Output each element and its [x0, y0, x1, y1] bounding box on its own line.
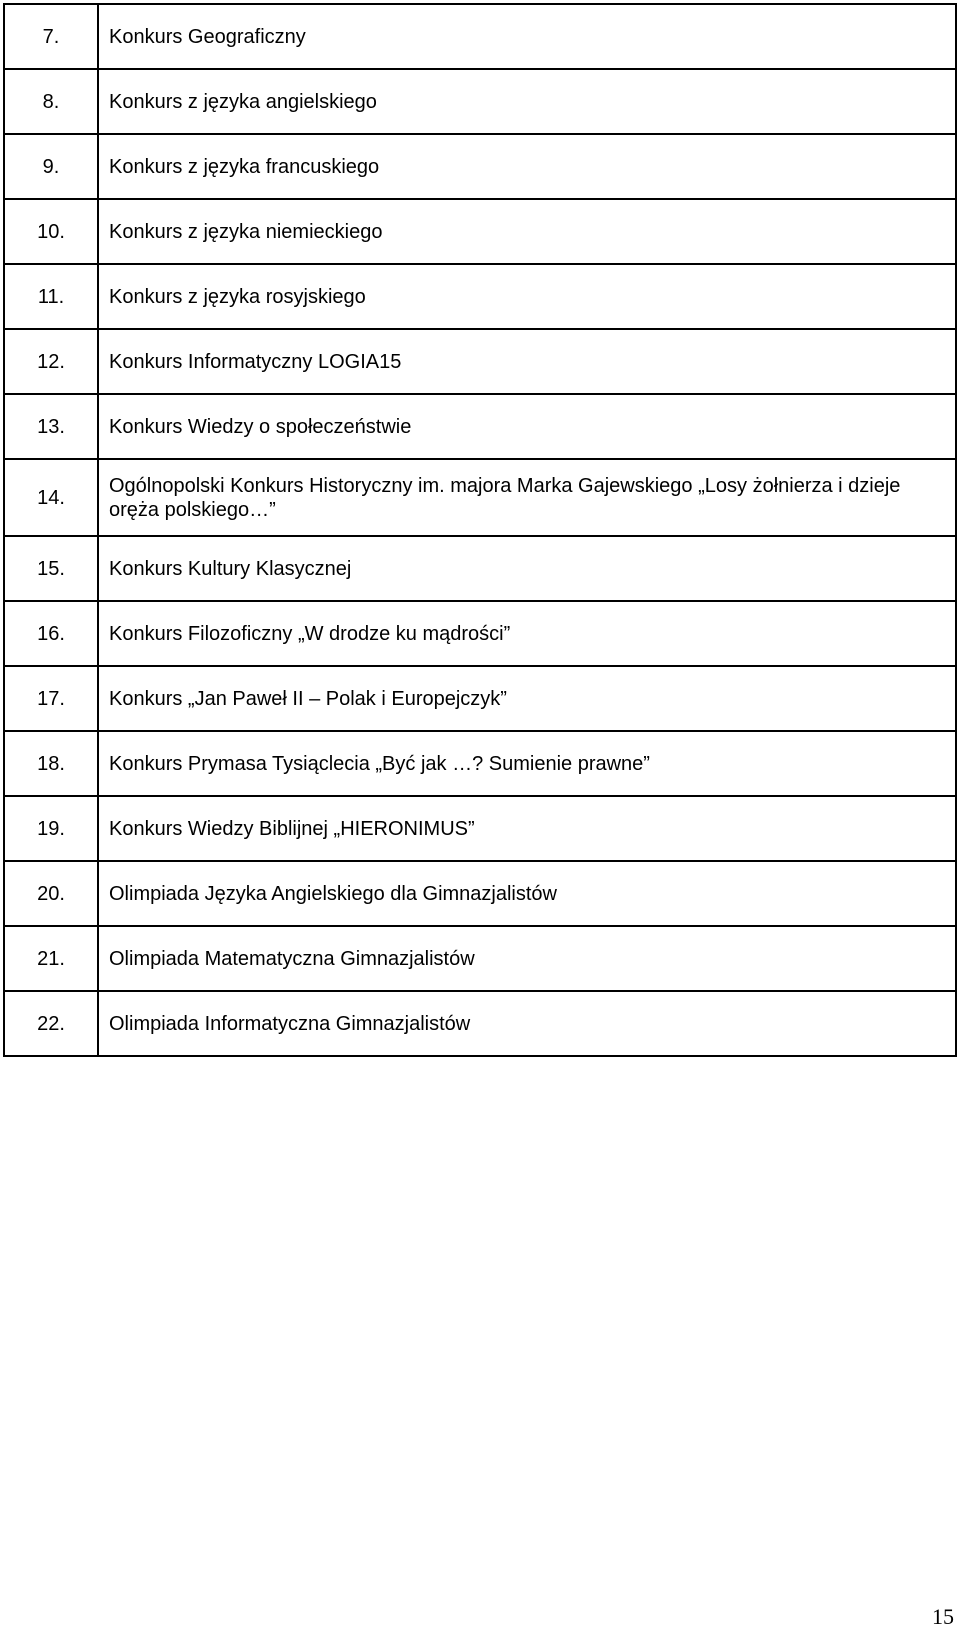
competition-name: Olimpiada Informatyczna Gimnazjalistów: [98, 991, 956, 1056]
row-number: 17.: [4, 666, 98, 731]
row-number: 11.: [4, 264, 98, 329]
table-row: [4, 329, 956, 394]
table-row: [4, 394, 956, 459]
competition-name: Konkurs Wiedzy Biblijnej „HIERONIMUS”: [98, 796, 956, 861]
page-number: 15: [932, 1604, 954, 1629]
competition-name: Konkurs Geograficzny: [98, 4, 956, 69]
table-row: [4, 264, 956, 329]
row-number: 10.: [4, 199, 98, 264]
table-row: [4, 666, 956, 731]
row-number: 13.: [4, 394, 98, 459]
table-row: [4, 926, 956, 991]
row-number: 7.: [4, 4, 98, 69]
row-number: 12.: [4, 329, 98, 394]
row-number: 14.: [4, 459, 98, 536]
row-number: 15.: [4, 536, 98, 601]
row-number: 21.: [4, 926, 98, 991]
table-row: [4, 459, 956, 536]
table-row: [4, 536, 956, 601]
competition-name: Konkurs Wiedzy o społeczeństwie: [98, 394, 956, 459]
table-row: [4, 4, 956, 69]
row-number: 19.: [4, 796, 98, 861]
row-number: 22.: [4, 991, 98, 1056]
table-row: [4, 731, 956, 796]
competition-name: Konkurs z języka angielskiego: [98, 69, 956, 134]
row-number: 8.: [4, 69, 98, 134]
competition-name: Konkurs Kultury Klasycznej: [98, 536, 956, 601]
table-row: [4, 601, 956, 666]
table-row: [4, 991, 956, 1056]
row-number: 9.: [4, 134, 98, 199]
table-row: [4, 861, 956, 926]
competition-name: Olimpiada Języka Angielskiego dla Gimnazjalistów: [98, 861, 956, 926]
competition-name: Konkurs z języka francuskiego: [98, 134, 956, 199]
table-row: [4, 796, 956, 861]
competitions-table: [3, 3, 957, 1057]
competition-name: Konkurs z języka rosyjskiego: [98, 264, 956, 329]
table-row: [4, 199, 956, 264]
competition-name: Konkurs „Jan Paweł II – Polak i Europejczyk”: [98, 666, 956, 731]
competition-name: Konkurs Prymasa Tysiąclecia „Być jak …? Sumienie prawne”: [98, 731, 956, 796]
competition-name: Konkurs z języka niemieckiego: [98, 199, 956, 264]
row-number: 16.: [4, 601, 98, 666]
row-number: 20.: [4, 861, 98, 926]
competition-name: Olimpiada Matematyczna Gimnazjalistów: [98, 926, 956, 991]
competition-name: Konkurs Informatyczny LOGIA15: [98, 329, 956, 394]
table-row: [4, 134, 956, 199]
row-number: 18.: [4, 731, 98, 796]
competition-name: Ogólnopolski Konkurs Historyczny im. majora Marka Gajewskiego „Losy żołnierza i dzieje oręża polskiego…”: [98, 459, 956, 536]
competition-name: Konkurs Filozoficzny „W drodze ku mądrości”: [98, 601, 956, 666]
table-row: [4, 69, 956, 134]
